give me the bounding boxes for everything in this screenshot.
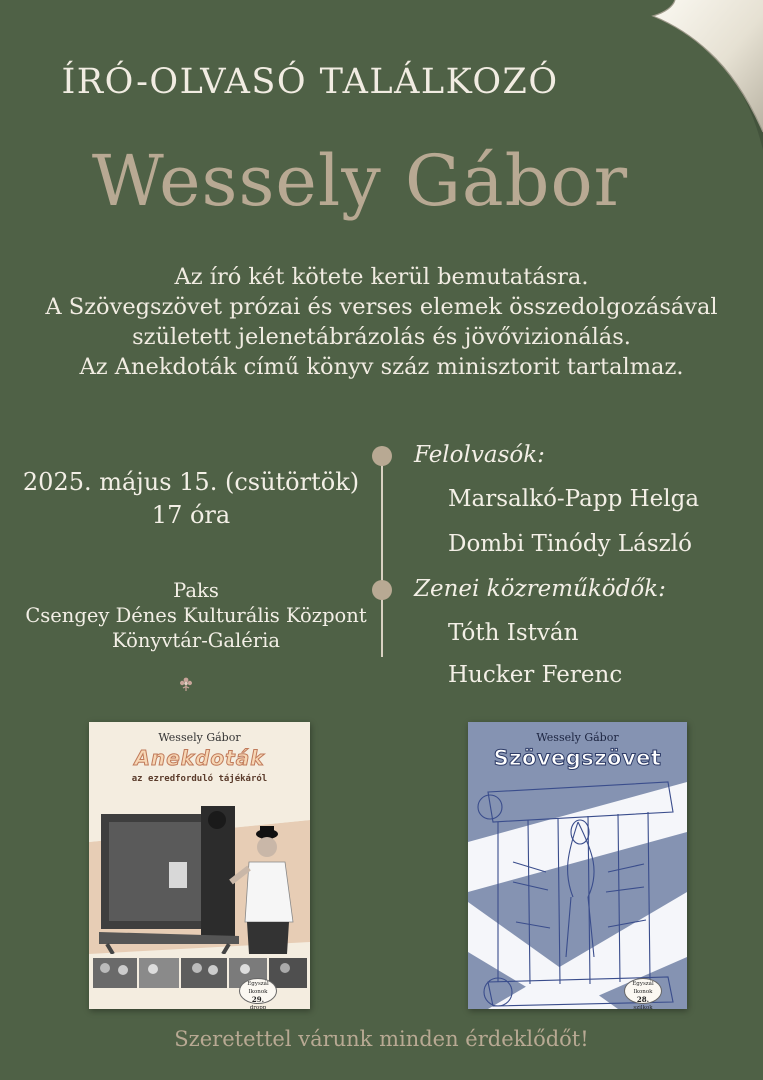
footer-invitation: Szeretettel várunk minden érdeklődőt! (174, 1027, 589, 1051)
musicians-heading: Zenei közreműködők: (414, 576, 666, 602)
book-author: Wessely Gábor (536, 731, 619, 744)
badge-number: 29. (251, 995, 265, 1004)
reader-name: Dombi Tinódy László (448, 531, 692, 557)
intro-line: A Szövegszövet prózai és verses elemek összedolgozásával (45, 294, 718, 320)
series-badge (239, 978, 277, 1009)
musician-name: Hucker Ferenc (448, 662, 623, 688)
event-datetime (0, 466, 382, 532)
reader-name: Marsalkó-Papp Helga (448, 486, 700, 512)
author-name: Wessely Gábor (91, 140, 629, 222)
venue-line: Könyvtár-Galéria (112, 629, 280, 652)
badge-series: Egyszál Ikonok (247, 981, 269, 995)
intro-line: Az Anekdoták című könyv száz minisztorit tartalmaz. (79, 354, 684, 380)
event-time: 17 óra (151, 501, 231, 529)
badge-number: 28. (636, 995, 650, 1004)
book-author: Wessely Gábor (158, 731, 241, 744)
venue-line: Paks (173, 579, 219, 602)
timeline-dot (372, 580, 392, 600)
book-subtitle: az ezredforduló tájékáról (131, 774, 268, 784)
timeline-dot (372, 446, 392, 466)
badge-note: dropp (249, 1005, 267, 1009)
timeline-divider (381, 455, 383, 657)
badge-note: szilkok (633, 1005, 653, 1009)
intro-line: született jelenetábrázolás és jövővizionálás. (132, 324, 631, 350)
event-venue (0, 578, 392, 653)
book-cover-szovegszovet (468, 722, 687, 1009)
series-badge (624, 978, 662, 1009)
intro-text (0, 262, 763, 382)
book-cover-anekdotak (89, 722, 310, 1009)
venue-line: Csengey Dénes Kulturális Központ (25, 604, 367, 627)
book-title: Szövegszövet (493, 746, 662, 770)
intro-line: Az író két kötete kerül bemutatásra. (174, 264, 589, 290)
flower-ornament-icon (178, 676, 194, 692)
headline: ÍRÓ-OLVASÓ TALÁLKOZÓ (61, 62, 559, 102)
badge-series: Egyszál Ikonok (632, 981, 654, 995)
event-date: 2025. május 15. (csütörtök) (22, 468, 360, 496)
readers-heading: Felolvasók: (414, 442, 545, 468)
musician-name: Tóth István (448, 620, 579, 646)
book-title: Anekdoták (134, 746, 265, 770)
